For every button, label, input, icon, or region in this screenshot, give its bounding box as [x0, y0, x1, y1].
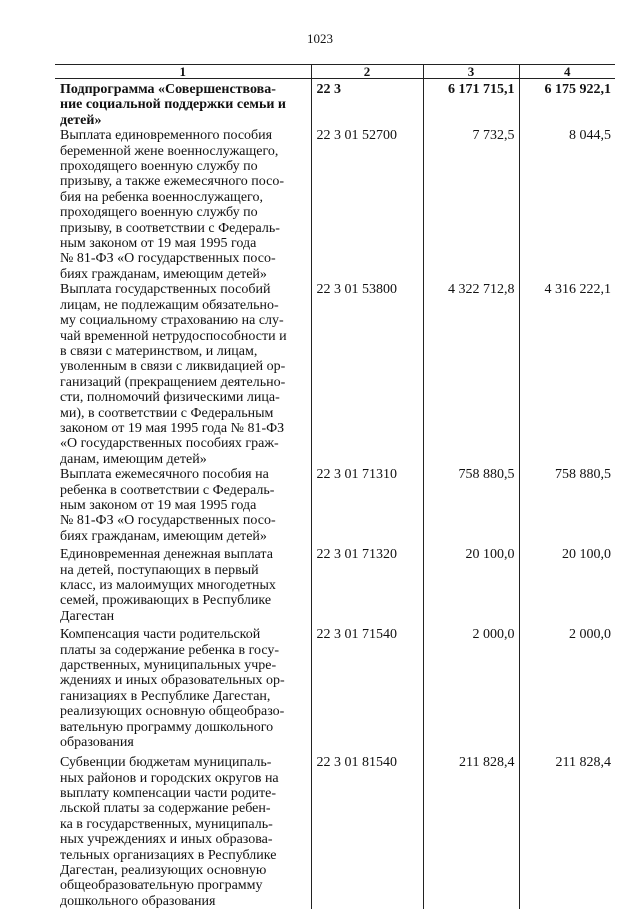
row-sum-year1: 211 828,4 — [423, 755, 519, 909]
row-sum-year1: 758 880,5 — [423, 467, 519, 547]
row-sum-year2: 211 828,4 — [519, 755, 615, 909]
column-header-4: 4 — [519, 65, 615, 79]
table-row — [55, 755, 615, 909]
row-sum-year2: 4 316 222,1 — [519, 282, 615, 467]
column-header-1: 1 — [55, 65, 311, 79]
row-sum-year2: 6 175 922,1 — [519, 79, 615, 129]
row-sum-year2: 20 100,0 — [519, 547, 615, 627]
row-sum-year1: 20 100,0 — [423, 547, 519, 627]
table-row — [55, 547, 615, 627]
row-code: 22 3 01 81540 — [311, 755, 423, 909]
row-sum-year1: 2 000,0 — [423, 627, 519, 755]
row-name: Выплата государственных пособий лицам, не подлежащим обязательно- му социальному страхованию на слу- чай временной нетрудоспособности и в связи с материнством, и лицам, уволенным в связи с ликвидацией ор- ганизаций (прекращением деятельно- сти, полномочий физическими лица- ми), в соответствии с Федеральным законом от 19 мая 1995 года № 81-ФЗ «О государственных пособиях граж- данам, имеющим детей» — [60, 282, 287, 467]
row-name: Выплата ежемесячного пособия на ребенка в соответствии с Федераль- ным законом от 19 мая 1995 года № 81-ФЗ «О государственных посо- биях гражданам, имеющим детей» — [60, 467, 276, 544]
row-code: 22 3 01 53800 — [311, 282, 423, 467]
row-code: 22 3 — [311, 79, 423, 129]
row-sum-year1: 4 322 712,8 — [423, 282, 519, 467]
page-number: 1023 — [307, 31, 333, 46]
header-row — [55, 65, 615, 79]
row-sum-year1: 7 732,5 — [423, 128, 519, 282]
row-sum-year2: 2 000,0 — [519, 627, 615, 755]
row-name: Выплата единовременного пособия беременной жене военнослужащего, проходящего военную службу по призыву, а также ежемесячного посо- бия на ребенка военнослужащего, проходящего военную службу по призыву, в соответствии с Федераль- ным законом от 19 мая 1995 года № 81-ФЗ «О государственных посо- биях гражданам, имеющим детей» — [60, 128, 285, 282]
row-sum-year2: 758 880,5 — [519, 467, 615, 547]
row-name: Подпрограмма «Совершенствова- ние социальной поддержки семьи и детей» — [60, 82, 286, 128]
row-name: Компенсация части родительской платы за содержание ребенка в госу- дарственных, муниципальных учре- ждениях и иных образовательных ор- ганизациях в Республике Дагестан, реализующих основную общеобразо- вательную программу дошкольного образования — [60, 627, 285, 750]
row-sum-year1: 6 171 715,1 — [423, 79, 519, 129]
table-row — [55, 282, 615, 467]
table-row — [55, 467, 615, 547]
row-code: 22 3 01 52700 — [311, 128, 423, 282]
row-name: Субвенции бюджетам муниципаль- ных районов и городских округов на выплату компенсации части родите- льской платы за содержание ребен- ка в государственных, муниципаль- ных учреждениях и иных образова- тельных организациях в Республике Дагестан, реализующих основную общеобразовательную программу дошкольного образования — [60, 755, 279, 909]
table-row-subprogram — [55, 79, 615, 129]
column-header-3: 3 — [423, 65, 519, 79]
table-row — [55, 627, 615, 755]
budget-table — [55, 64, 615, 909]
table-row — [55, 128, 615, 282]
row-code: 22 3 01 71310 — [311, 467, 423, 547]
row-code: 22 3 01 71320 — [311, 547, 423, 627]
row-code: 22 3 01 71540 — [311, 627, 423, 755]
column-header-2: 2 — [311, 65, 423, 79]
row-sum-year2: 8 044,5 — [519, 128, 615, 282]
row-name: Единовременная денежная выплата на детей, поступающих в первый класс, из малоимущих многодетных семей, проживающих в Республике Дагестан — [60, 547, 276, 624]
